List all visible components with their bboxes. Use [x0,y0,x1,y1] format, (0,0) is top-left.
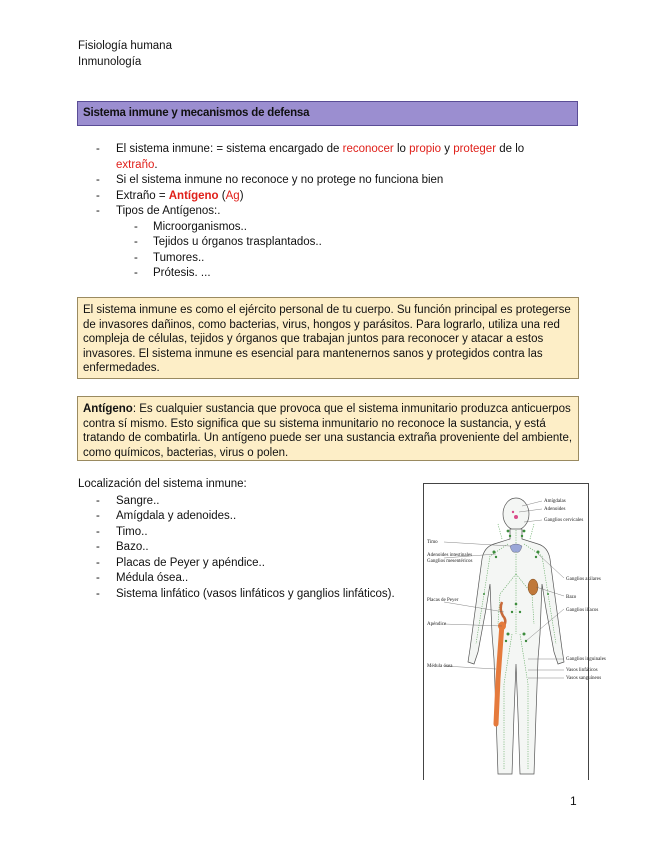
list-item: - Si el sistema inmune no reconoce y no protege no funciona bien [78,173,558,189]
label-amigdalas: Amígdalas [544,499,566,504]
list-item: - Médula ósea.. [78,571,418,587]
lymphatic-system-illustration [424,484,606,781]
antigen-definition-box [77,396,579,461]
label-bazo: Bazo [566,595,577,600]
label-adenoides-intestino: Adenoides intestinales [427,553,473,558]
topic-title: Inmunología [78,56,142,68]
page-number: 1 [570,794,577,808]
highlight-extrano: extraño [116,158,155,171]
highlight-reconocer: reconocer [342,143,394,155]
immune-system-definition-box [77,297,579,379]
list-item: - Tipos de Antígenos:. [78,204,558,220]
antigen-types-list [78,220,558,282]
label-apendice: Apéndice [427,622,447,627]
highlight-ag: Ag [225,189,240,202]
label-ganglios-axilares: Ganglios axilares [566,577,601,582]
list-item: - El sistema inmune: = sistema encargado de reconocer lo propio y proteger de lo extraño. [78,142,558,173]
label-ganglios-cervicales: Ganglios cervicales [544,518,584,523]
list-item: - Sangre.. [78,494,418,510]
list-item: - Timo.. [78,525,418,541]
antigen-term: Antígeno [83,403,133,415]
subject-title: Fisiología humana [78,40,172,52]
list-item: - Placas de Peyer y apéndice.. [78,556,418,572]
localization-section [78,477,418,602]
intro-list [78,142,558,282]
label-adenoides: Adenoides [544,507,566,512]
lymphatic-system-figure [423,483,606,780]
label-timo: Timo [427,540,438,545]
section-title: Sistema inmune y mecanismos de defensa [77,101,578,126]
list-item: - Bazo.. [78,540,418,556]
label-medula-osea: Médula ósea [427,664,453,669]
sub-list-item: - Tumores.. [78,251,558,267]
label-ganglios-mesentericos: Ganglios mesentéricos [427,559,473,564]
list-item: - Extraño = Antígeno (Ag) [78,189,558,205]
localization-label: Localización del sistema inmune: [78,478,247,490]
highlight-propio: propio [409,143,442,155]
antigen-definition-text: : Es cualquier sustancia que provoca que el sistema inmunitario produzca anticuerpos contra sí mismo. Esto significa que su sistema inmunitario no reconoce la sustancia, y está tratando de combatirla. Un antígeno puede ser una sustancia extraña proveniente del ambiente, como químicos, bacterias, virus o polen. [83,403,573,459]
definition-text: El sistema inmune es como el ejército personal de tu cuerpo. Su función principal es protegerse de invasores dañinos, como bacterias, virus, hongos y parásitos. Para lograrlo, utiliza una red compleja de células, tejidos y órganos que trabajan juntos para reconocer y atacar a estos invasores. El sistema inmune es esencial para mantenernos sanos y protegidos contra las enfermedades. [83,304,571,374]
sub-list-item: - Prótesis. ... [78,266,558,282]
label-placas-peyer: Placas de Peyer [427,598,459,603]
list-item: - Sistema linfático (vasos linfáticos y ganglios linfáticos). [78,587,418,603]
highlight-proteger: proteger [453,143,497,155]
list-item: - Amígdala y adenoides.. [78,509,418,525]
document-header [78,38,172,70]
highlight-antigeno: Antígeno [168,189,219,202]
label-ganglios-iliacos: Ganglios ilíacos [566,608,599,613]
label-vasos-sanguineos: Vasos sanguíneos [566,676,602,681]
label-vasos-linfaticos: Vasos linfáticos [566,668,598,673]
sub-list-item: - Tejidos u órganos trasplantados.. [78,235,558,251]
label-ganglios-inguinales: Ganglios inguinales [566,657,606,662]
sub-list-item: - Microorganismos.. [78,220,558,236]
